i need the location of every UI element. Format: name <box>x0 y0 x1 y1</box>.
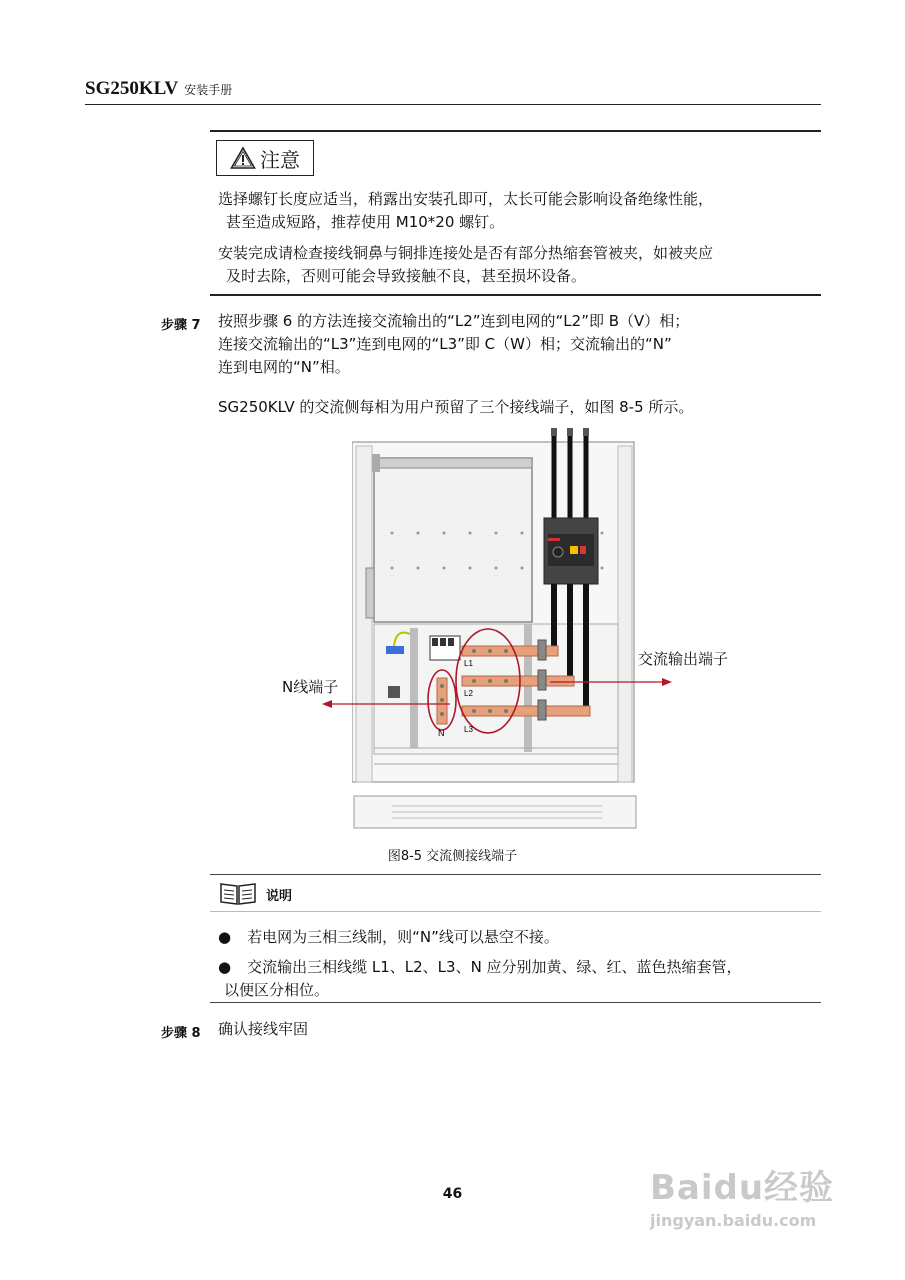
header-rule <box>85 104 821 105</box>
step7-label: 步骤 7 <box>161 318 201 333</box>
step7-line3: 连到电网的“N”相。 <box>218 358 350 376</box>
caution-p2-line2: 及时去除，否则可能会导致接触不良，甚至损坏设备。 <box>226 267 587 285</box>
step8-text: 确认接线牢固 <box>218 1020 309 1038</box>
caution-badge <box>216 140 314 176</box>
open-book-icon <box>218 880 258 908</box>
note-bullet-1: ● 若电网为三相三线制，则“N”线可以悬空不接。 <box>218 928 559 946</box>
callout-arrows <box>300 640 690 730</box>
callout-n-terminal: N线端子 <box>282 678 339 696</box>
step7-line2: 连接交流输出的“L3”连到电网的“L3”即 C（W）相；交流输出的“N” <box>218 335 672 353</box>
caution-label: 注意 <box>260 147 300 172</box>
step7-text <box>218 310 821 379</box>
caution-p1-line2: 甚至造成短路，推荐使用 M10*20 螺钉。 <box>226 213 505 231</box>
step7-line4: SG250KLV 的交流侧每相为用户预留了三个接线端子，如图 8-5 所示。 <box>218 398 694 416</box>
watermark-brand: Baidu经验 <box>650 1168 835 1208</box>
caution-p1-line1: 选择螺钉长度应适当，稍露出安装孔即可，太长可能会影响设备绝缘性能， <box>218 190 714 208</box>
n-label: N <box>438 728 445 738</box>
callout-ac-output-terminal: 交流输出端子 <box>638 650 729 668</box>
header-doc-type: 安装手册 <box>184 83 233 97</box>
header-model: SG250KLV <box>85 78 179 99</box>
step8-label: 步骤 8 <box>161 1026 201 1041</box>
figure-caption: 图8-5 交流侧接线端子 <box>387 849 518 864</box>
caution-paragraph-1 <box>218 188 821 234</box>
bullet-dot-icon: ● <box>218 928 232 946</box>
step7-line1: 按照步骤 6 的方法连接交流输出的“L2”连到电网的“L2”即 B（V）相； <box>218 312 690 330</box>
note-title: 说明 <box>266 889 293 904</box>
warning-triangle-icon <box>230 146 256 170</box>
note-bullet-2: ● 交流输出三相线缆 L1、L2、L3、N 应分别加黄、绿、红、蓝色热缩套管， 以便区分相位。 <box>218 958 742 999</box>
bus-label-l3: L3 <box>464 725 473 734</box>
page-number: 46 <box>442 1186 463 1202</box>
baidu-watermark <box>650 1160 834 1230</box>
note-title-rule <box>210 911 821 912</box>
caution-p2-line1: 安装完成请检查接线铜鼻与铜排连接处是否有部分热缩套管被夹，如被夹应 <box>218 244 714 262</box>
caution-paragraph-2 <box>218 242 821 288</box>
note-bottom-rule <box>210 1002 821 1003</box>
bus-label-l1: L1 <box>464 659 473 668</box>
bus-label-l2: L2 <box>464 689 473 698</box>
cabinet-figure <box>352 428 642 834</box>
running-header <box>85 78 232 100</box>
caution-bottom-rule <box>210 294 821 296</box>
caution-top-rule <box>210 130 821 132</box>
watermark-url: jingyan.baidu.com <box>650 1211 817 1230</box>
note-top-rule <box>210 874 821 875</box>
bullet-dot-icon: ● <box>218 958 232 976</box>
cabinet-diagram <box>352 428 642 830</box>
